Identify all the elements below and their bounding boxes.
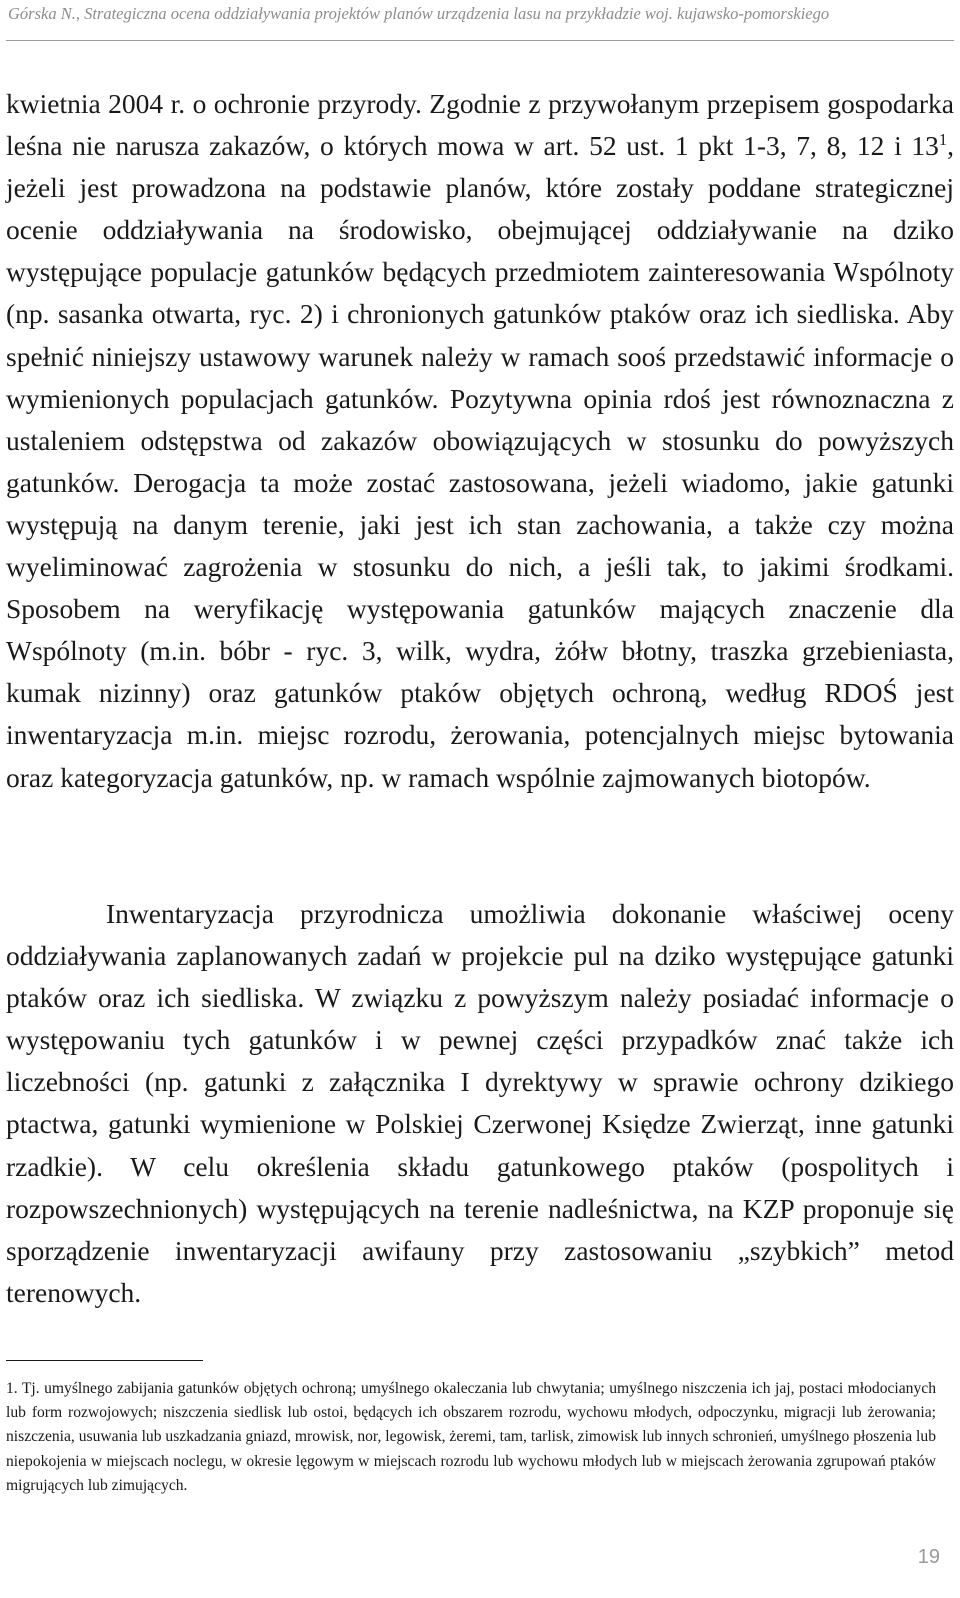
header-divider: [6, 40, 954, 41]
body-paragraph-2: Inwentaryzacja przyrodnicza umożliwia dokonanie właściwej oceny oddziaływania zaplanowanych zadań w projekcie pul na dziko występujące gatunki ptaków oraz ich siedliska. W związku z powyższym należy posiadać informacje o występowaniu tych gatunków i w pewnej części przypadków znać także ich liczebności (np. gatunki z załącznika I dyrektywy w sprawie ochrony dzikiego ptactwa, gatunki wymienione w Polskiej Czerwonej Księdze Zwierząt, inne gatunki rzadkie). W celu określenia składu gatunkowego ptaków (pospolitych i rozpowszechnionych) występujących na terenie nadleśnictwa, na KZP proponuje się sporządzenie inwentaryzacji awifauny przy zastosowaniu „szybkich” metod terenowych.: [6, 898, 954, 1308]
running-header: Górska N., Strategiczna ocena oddziaływania projektów planów urządzenia lasu na przykładzie woj. kujawsko-pomorskiego: [8, 4, 830, 23]
paragraph-1-text-start: kwietnia 2004 r. o ochronie przyrody. Zgodnie z przywołanym przepisem gospodarka leśna nie narusza zakazów, o których mowa w art. 52 ust. 1 pkt 1-3, 7, 8, 12 i 13: [6, 88, 954, 162]
footnote-reference[interactable]: 1: [938, 129, 948, 149]
body-paragraph-1: [6, 83, 954, 799]
page-number: 19: [917, 1546, 940, 1568]
paragraph-1-text-end: , jeżeli jest prowadzona na podstawie planów, które zostały poddane strategicznej ocenie oddziaływania na środowisko, obejmującej oddziaływanie na dziko występujące populacje gatunków będących przedmiotem zainteresowania Wspólnoty (np. sasanka otwarta, ryc. 2) i chronionych gatunków ptaków oraz ich siedliska. Aby spełnić niniejszy ustawowy warunek należy w ramach sooś przedstawić informacje o wymienionych populacjach gatunków. Pozytywna opinia rdoś jest równoznaczna z ustaleniem odstępstwa od zakazów obowiązujących w stosunku do powyższych gatunków. Derogacja ta może zostać zastosowana, jeżeli wiadomo, jakie gatunki występują na danym terenie, jaki jest ich stan zachowania, a także czy można wyeliminować zagrożenia w stosunku do nich, a jeśli tak, to jakimi środkami. Sposobem na weryfikację występowania gatunków mających znaczenie dla Wspólnoty (m.in. bóbr - ryc. 3, wilk, wydra, żółw błotny, traszka grzebieniasta, kumak nizinny) oraz gatunków ptaków objętych ochroną, według RDOŚ jest inwentaryzacja m.in. miejsc rozrodu, żerowania, potencjalnych miejsc bytowania oraz kategoryzacja gatunków, np. w ramach wspólnie zajmowanych biotopów.: [6, 130, 954, 793]
footnote-divider: [6, 1360, 203, 1361]
footnote-1: 1. Tj. umyślnego zabijania gatunków objętych ochroną; umyślnego okaleczania lub chwytania; umyślnego niszczenia ich jaj, postaci młodocianych lub form rozwojowych; niszczenia siedlisk lub ostoi, będących ich obszarem rozrodu, wychowu młodych, odpoczynku, migracji lub żerowania; niszczenia, usuwania lub uszkadzania gniazd, mrowisk, nor, legowisk, żeremi, tam, tarlisk, zimowisk lub innych schronień, umyślnego płoszenia lub niepokojenia w miejscach noclegu, w okresie lęgowym w miejscach rozrodu lub wychowu młodych lub w miejscach żerowania zgrupowań ptaków migrujących lub zimujących.: [6, 1380, 936, 1494]
